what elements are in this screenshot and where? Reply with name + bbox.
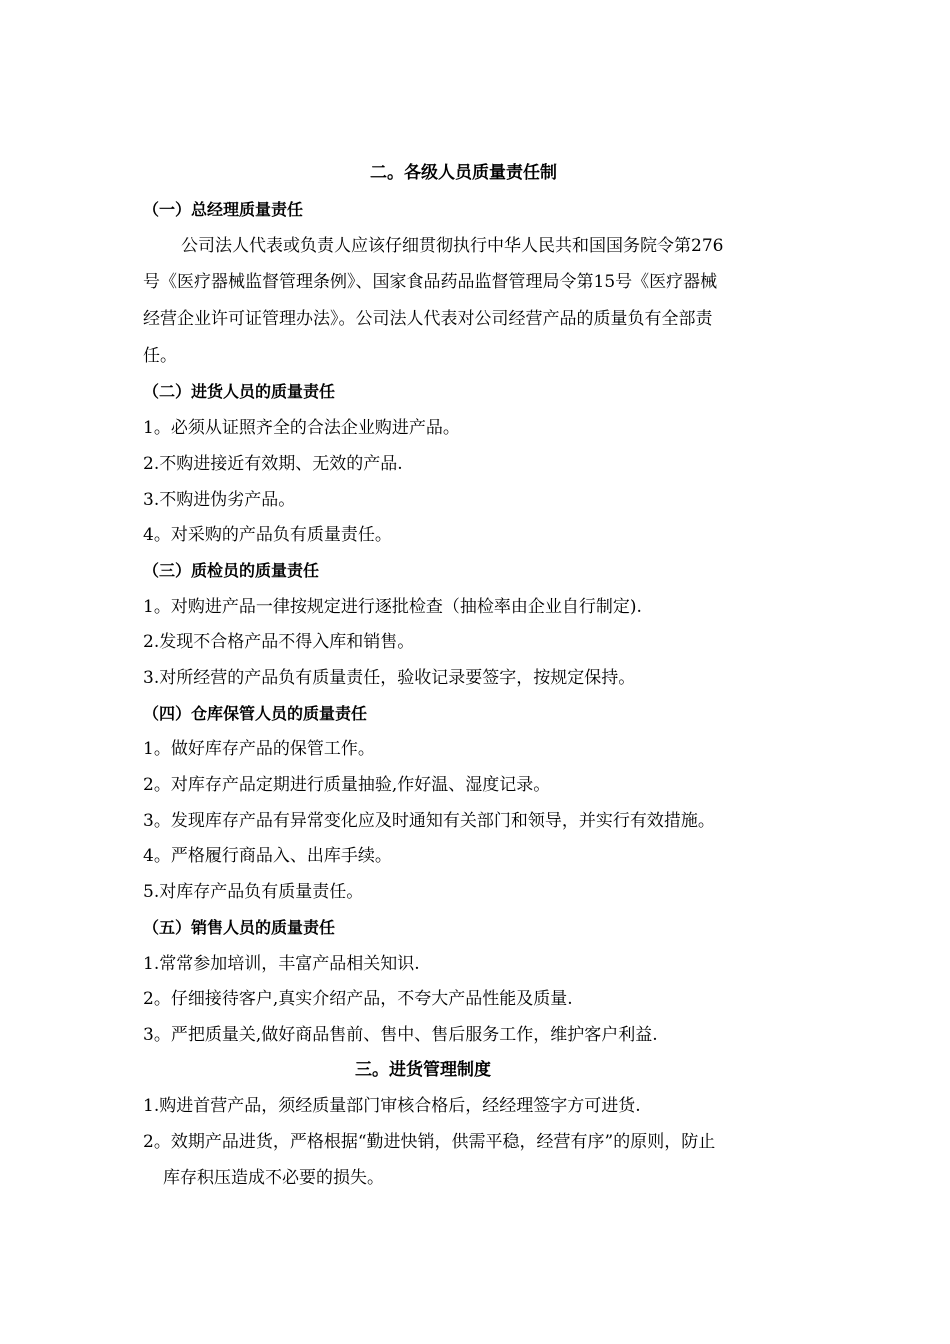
list-item: 1。必须从证照齐全的合法企业购进产品。 [143, 418, 460, 438]
list-item: 4。对采购的产品负有质量责任。 [143, 525, 392, 545]
list-item: 1.购进首营产品，须经质量部门审核合格后，经经理签字方可进货. [143, 1096, 641, 1116]
list-item: 4。严格履行商品入、出库手续。 [143, 846, 392, 866]
list-item: 3.对所经营的产品负有质量责任，验收记录要签字，按规定保持。 [143, 668, 636, 688]
paragraph-line: 任。 [143, 346, 177, 366]
list-item: 1.常常参加培训，丰富产品相关知识. [143, 954, 420, 974]
list-item: 3。严把质量关,做好商品售前、售中、售后服务工作，维护客户利益. [143, 1025, 658, 1045]
heading-sales: （五）销售人员的质量责任 [143, 918, 336, 937]
list-item: 1。做好库存产品的保管工作。 [143, 739, 375, 759]
section-title-purchasing-management: 三。进货管理制度 [355, 1060, 491, 1080]
list-item: 3.不购进伪劣产品。 [143, 490, 296, 510]
list-item: 2.不购进接近有效期、无效的产品. [143, 454, 403, 474]
heading-purchasing: （二）进货人员的质量责任 [143, 382, 336, 401]
list-item: 3。发现库存产品有异常变化应及时通知有关部门和领导，并实行有效措施。 [143, 811, 715, 831]
section-title-responsibility: 二。各级人员质量责任制 [370, 163, 557, 183]
list-item: 2。效期产品进货，严格根据“勤进快销，供需平稳，经营有序”的原则，防止 [143, 1132, 716, 1152]
list-item: 1。对购进产品一律按规定进行逐批检查（抽检率由企业自行制定). [143, 597, 642, 617]
heading-quality-inspector: （三）质检员的质量责任 [143, 561, 320, 580]
paragraph-line: 公司法人代表或负责人应该仔细贯彻执行中华人民共和国国务院令第276 [181, 236, 724, 256]
list-item: 2.发现不合格产品不得入库和销售。 [143, 632, 415, 652]
list-item: 2。对库存产品定期进行质量抽验,作好温、湿度记录。 [143, 775, 551, 795]
heading-warehouse-keeper: （四）仓库保管人员的质量责任 [143, 704, 368, 723]
heading-general-manager: （一）总经理质量责任 [143, 200, 304, 219]
list-item-continuation: 库存积压造成不必要的损失。 [163, 1168, 384, 1188]
paragraph-line: 经营企业许可证管理办法》。公司法人代表对公司经营产品的质量负有全部责 [143, 309, 713, 329]
paragraph-line: 号《医疗器械监督管理条例》、国家食品药品监督管理局令第15号《医疗器械 [143, 272, 718, 292]
list-item: 5.对库存产品负有质量责任。 [143, 882, 364, 902]
list-item: 2。仔细接待客户,真实介绍产品，不夸大产品性能及质量. [143, 989, 573, 1009]
